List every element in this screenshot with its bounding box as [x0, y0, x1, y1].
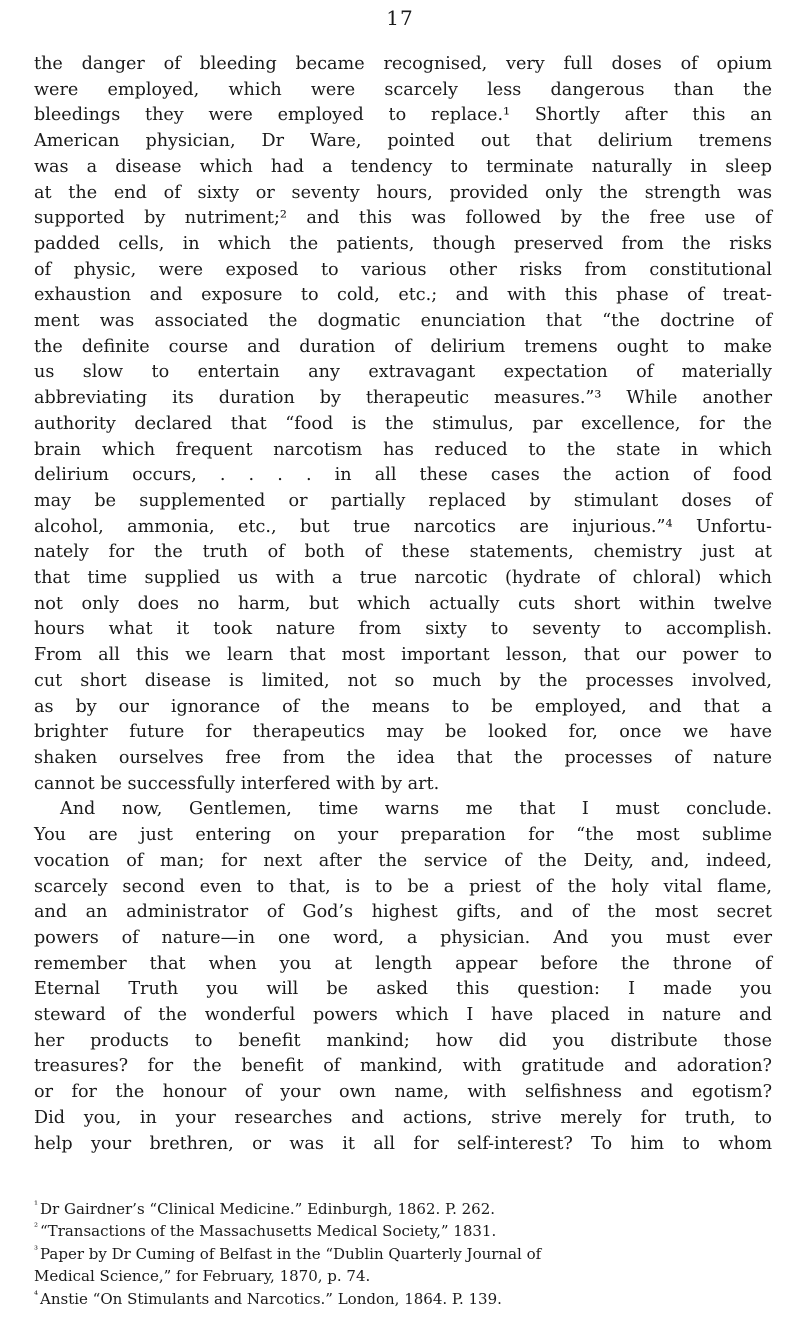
text-line: steward of the wonderful powers which I have placed in nature and: [34, 1005, 772, 1026]
text-line: not only does no harm, but which actually cuts short within twelve: [34, 593, 772, 614]
body-text: [34, 52, 772, 1157]
text-line: supported by nutriment;² and this was followed by the free use of: [34, 208, 772, 229]
footnote: [34, 1288, 772, 1310]
text-line: may be supplemented or partially replaced by stimulant doses of: [34, 490, 772, 511]
footnote-mark: ⁴: [34, 1289, 39, 1301]
text-line: as by our ignorance of the means to be employed, and that a: [34, 696, 772, 717]
text-line: nately for the truth of both of these statements, chemistry just at: [34, 542, 772, 563]
text-line: hours what it took nature from sixty to seventy to accomplish.: [34, 619, 772, 640]
text-line: powers of nature—in one word, a physician. And you must ever: [34, 927, 772, 948]
text-line: help your brethren, or was it all for self-interest? To him to whom: [34, 1133, 772, 1154]
footnotes: [34, 1198, 772, 1310]
text-line: cut short disease is limited, not so much by the processes involved,: [34, 670, 772, 691]
text-line: remember that when you at length appear before the throne of: [34, 953, 772, 974]
footnote-mark: ²: [34, 1222, 39, 1234]
text-line: American physician, Dr Ware, pointed out that delirium tremens: [34, 131, 772, 152]
footnote-mark: ¹: [34, 1200, 39, 1211]
text-line: authority declared that “food is the stimulus, par excellence, for the: [34, 413, 772, 434]
footnote: [34, 1198, 772, 1220]
page-number: 17: [386, 6, 414, 30]
footnote: [34, 1220, 772, 1242]
text-line: And now, Gentlemen, time warns me that I must conclude.: [60, 799, 772, 820]
text-line: shaken ourselves free from the idea that the processes of nature: [34, 747, 772, 768]
text-line: Did you, in your researches and actions, strive merely for truth, to: [34, 1107, 772, 1128]
footnote-text: Medical Science,” for February, 1870, p. 74.: [34, 1267, 371, 1286]
text-line: the danger of bleeding became recognised, very full doses of opium: [34, 54, 772, 74]
text-line: and an administrator of God’s highest gifts, and of the most secret: [34, 902, 772, 923]
footnote-text: Dr Gairdner’s “Clinical Medicine.” Edinburgh, 1862. P. 262.: [40, 1200, 496, 1218]
text-line: cannot be successfully interfered with by art.: [34, 773, 440, 794]
text-line: of physic, were exposed to various other risks from constitutional: [34, 259, 772, 280]
footnote-mark: ³: [34, 1244, 39, 1256]
text-line: alcohol, ammonia, etc., but true narcotics are injurious.”⁴ Unfortu-: [34, 516, 772, 537]
text-line: padded cells, in which the patients, though preserved from the risks: [34, 233, 772, 254]
text-line: You are just entering on your preparation for “the most sublime: [34, 825, 772, 846]
text-line: were employed, which were scarcely less dangerous than the: [34, 79, 772, 100]
text-line: her products to benefit mankind; how did you distribute those: [34, 1030, 772, 1051]
footnote: [34, 1243, 772, 1265]
text-line: scarcely second even to that, is to be a priest of the holy vital flame,: [34, 876, 772, 897]
text-line: delirium occurs, . . . . in all these cases the action of food: [34, 465, 772, 486]
text-line: vocation of man; for next after the service of the Deity, and, indeed,: [34, 850, 772, 871]
footnote-text: “Transactions of the Massachusetts Medical Society,” 1831.: [40, 1222, 497, 1241]
text-line: exhaustion and exposure to cold, etc.; and with this phase of treat-: [34, 285, 772, 306]
text-line: From all this we learn that most important lesson, that our power to: [34, 645, 772, 666]
footnote-continuation: [34, 1265, 772, 1287]
text-line: at the end of sixty or seventy hours, provided only the strength was: [34, 182, 772, 203]
text-line: bleedings they were employed to replace.¹ Shortly after this an: [34, 105, 772, 126]
text-line: was a disease which had a tendency to terminate naturally in sleep: [34, 156, 772, 177]
text-line: abbreviating its duration by therapeutic measures.”³ While another: [34, 388, 772, 409]
text-line: Eternal Truth you will be asked this question: I made you: [34, 979, 772, 1000]
text-line: ment was associated the dogmatic enunciation that “the doctrine of: [34, 311, 772, 332]
text-line: that time supplied us with a true narcotic (hydrate of chloral) which: [34, 568, 772, 589]
footnote-text: Anstie “On Stimulants and Narcotics.” London, 1864. P. 139.: [40, 1289, 502, 1308]
text-line: the definite course and duration of delirium tremens ought to make: [34, 336, 772, 357]
footnote-text: Paper by Dr Cuming of Belfast in the “Dublin Quarterly Journal of: [40, 1244, 542, 1263]
text-line: brighter future for therapeutics may be looked for, once we have: [34, 722, 772, 743]
text-line: brain which frequent narcotism has reduced to the state in which: [34, 439, 772, 460]
text-line: us slow to entertain any extravagant expectation of materially: [34, 362, 772, 383]
text-line: or for the honour of your own name, with selfishness and egotism?: [34, 1082, 772, 1103]
text-line: treasures? for the benefit of mankind, with gratitude and adoration?: [34, 1056, 772, 1077]
